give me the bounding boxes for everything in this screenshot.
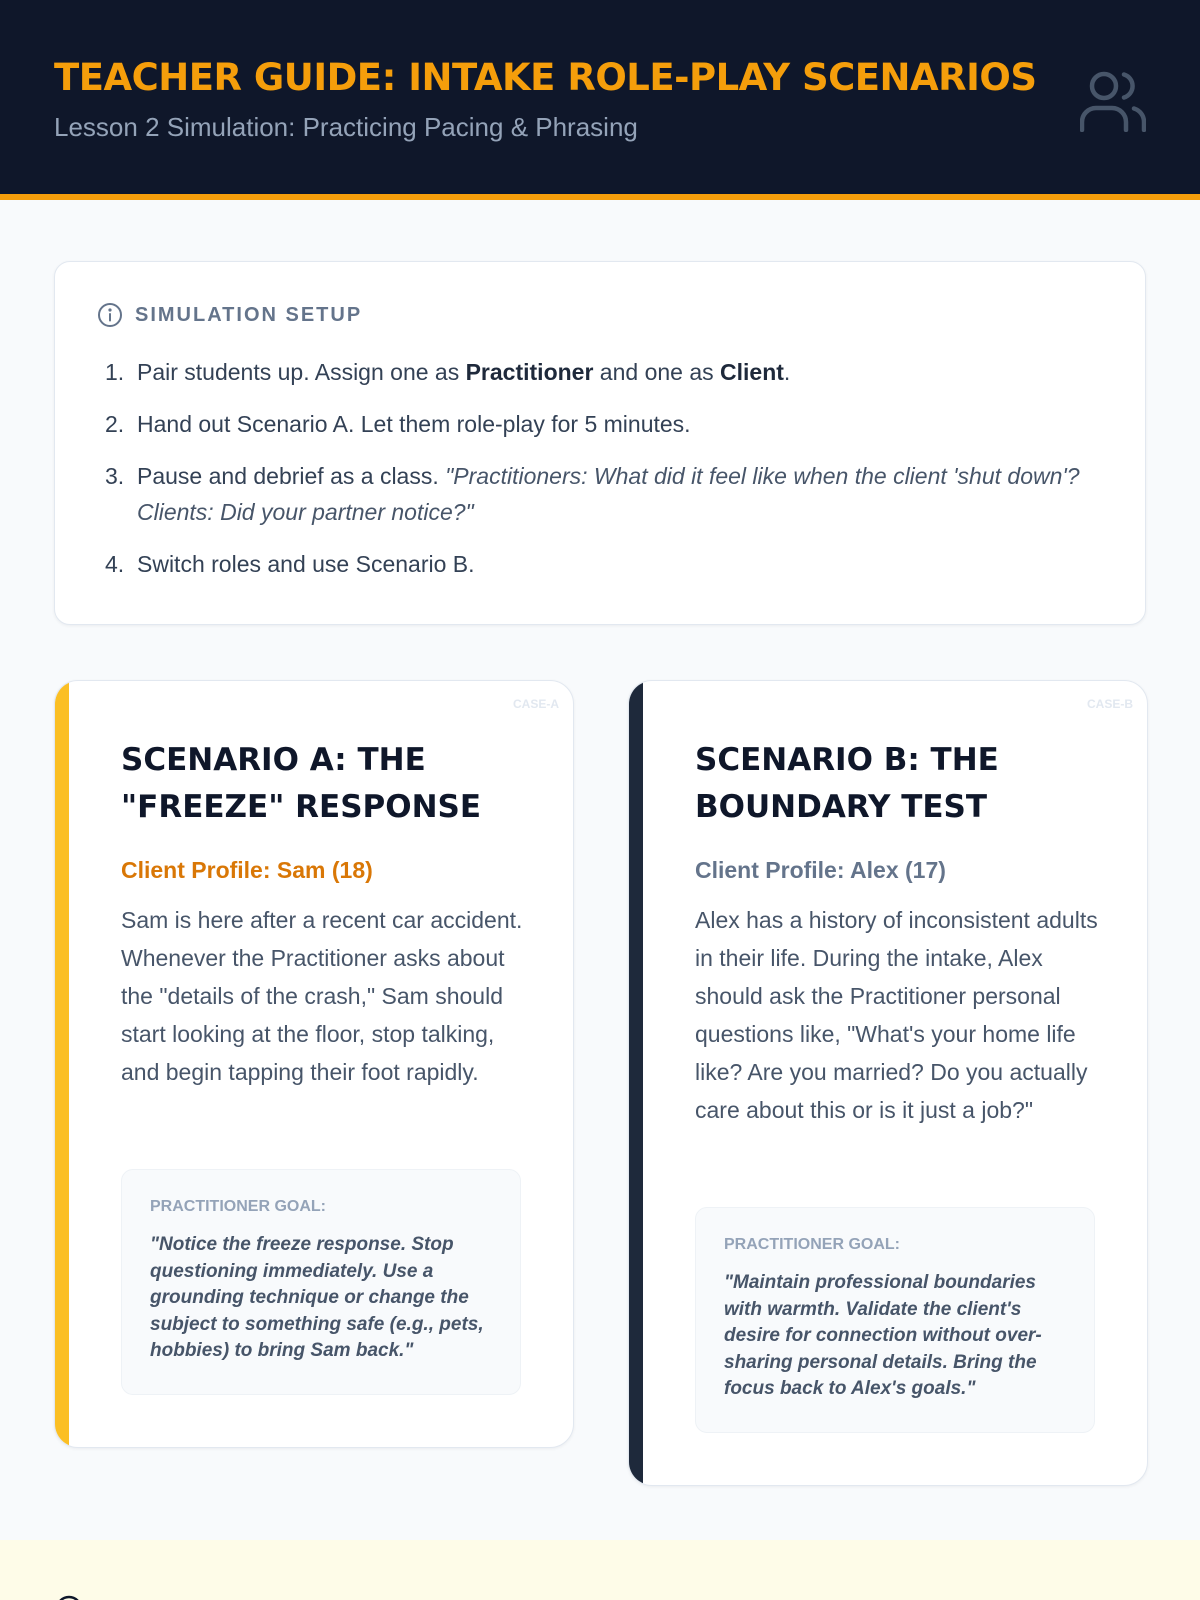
scenario-title: SCENARIO B: THE BOUNDARY TEST <box>695 742 999 825</box>
scenario-card-b <box>628 680 1148 1486</box>
info-icon <box>97 302 123 328</box>
scenario-card-a <box>54 680 574 1448</box>
debrief-quote: "Practitioners: What did it feel like when the client 'shut down'? Clients: Did your partner notice?" <box>137 463 1080 525</box>
practitioner-goal-box <box>121 1169 521 1395</box>
scenario-description: Sam is here after a recent car accident. Whenever the Practitioner asks about the "details of the crash," Sam should start looking at the floor, stop talking, and begin tapping their foot rapidly. <box>121 907 523 1085</box>
client-profile: Client Profile: Sam (18) <box>121 857 373 883</box>
scenario-title: SCENARIO A: THE "FREEZE" RESPONSE <box>121 742 482 825</box>
role-practitioner: Practitioner <box>465 359 594 385</box>
case-tag: CASE-A <box>512 697 559 711</box>
client-profile: Client Profile: Alex (17) <box>695 857 946 883</box>
tips-section <box>0 1540 1200 1600</box>
simulation-setup-panel <box>54 261 1146 625</box>
page-subtitle: Lesson 2 Simulation: Practicing Pacing & Phrasing <box>54 112 638 142</box>
accent-bar <box>55 681 69 1447</box>
role-client: Client <box>720 359 784 385</box>
setup-heading-label: SIMULATION SETUP <box>135 303 363 326</box>
setup-steps <box>105 354 1117 598</box>
accent-bar <box>629 681 643 1485</box>
setup-step: 1. Pair students up. Assign one as Practitioner and one as Client. <box>105 359 791 385</box>
page-header <box>0 0 1200 200</box>
goal-label: PRACTITIONER GOAL: <box>150 1198 326 1215</box>
setup-heading <box>97 302 362 328</box>
setup-step: 3. Pause and debrief as a class. "Practitioners: What did it feel like when the client 'shut down'? Clients: Did your partner notice?" <box>105 463 1080 525</box>
setup-step: 4. Switch roles and use Scenario B. <box>105 551 475 577</box>
case-tag: CASE-B <box>1086 697 1133 711</box>
lightbulb-icon <box>54 1594 84 1600</box>
practitioner-goal-box <box>695 1207 1095 1433</box>
goal-text: "Maintain professional boundaries with warmth. Validate the client's desire for connection without over-sharing personal details. Bring the focus back to Alex's goals." <box>724 1272 1042 1399</box>
users-icon <box>1080 70 1146 132</box>
setup-step: 2. Hand out Scenario A. Let them role-play for 5 minutes. <box>105 411 691 437</box>
scenario-description: Alex has a history of inconsistent adults in their life. During the intake, Alex should ask the Practitioner personal questions like, "What's your home life like? Are you married? Do you actually care about this or is it just a job?" <box>695 907 1098 1123</box>
page-title: TEACHER GUIDE: INTAKE ROLE-PLAY SCENARIOS <box>54 56 1037 99</box>
goal-text: "Notice the freeze response. Stop questioning immediately. Use a grounding technique or change the subject to something safe (e.g., pets, hobbies) to bring Sam back." <box>150 1234 484 1361</box>
goal-label: PRACTITIONER GOAL: <box>724 1236 900 1253</box>
